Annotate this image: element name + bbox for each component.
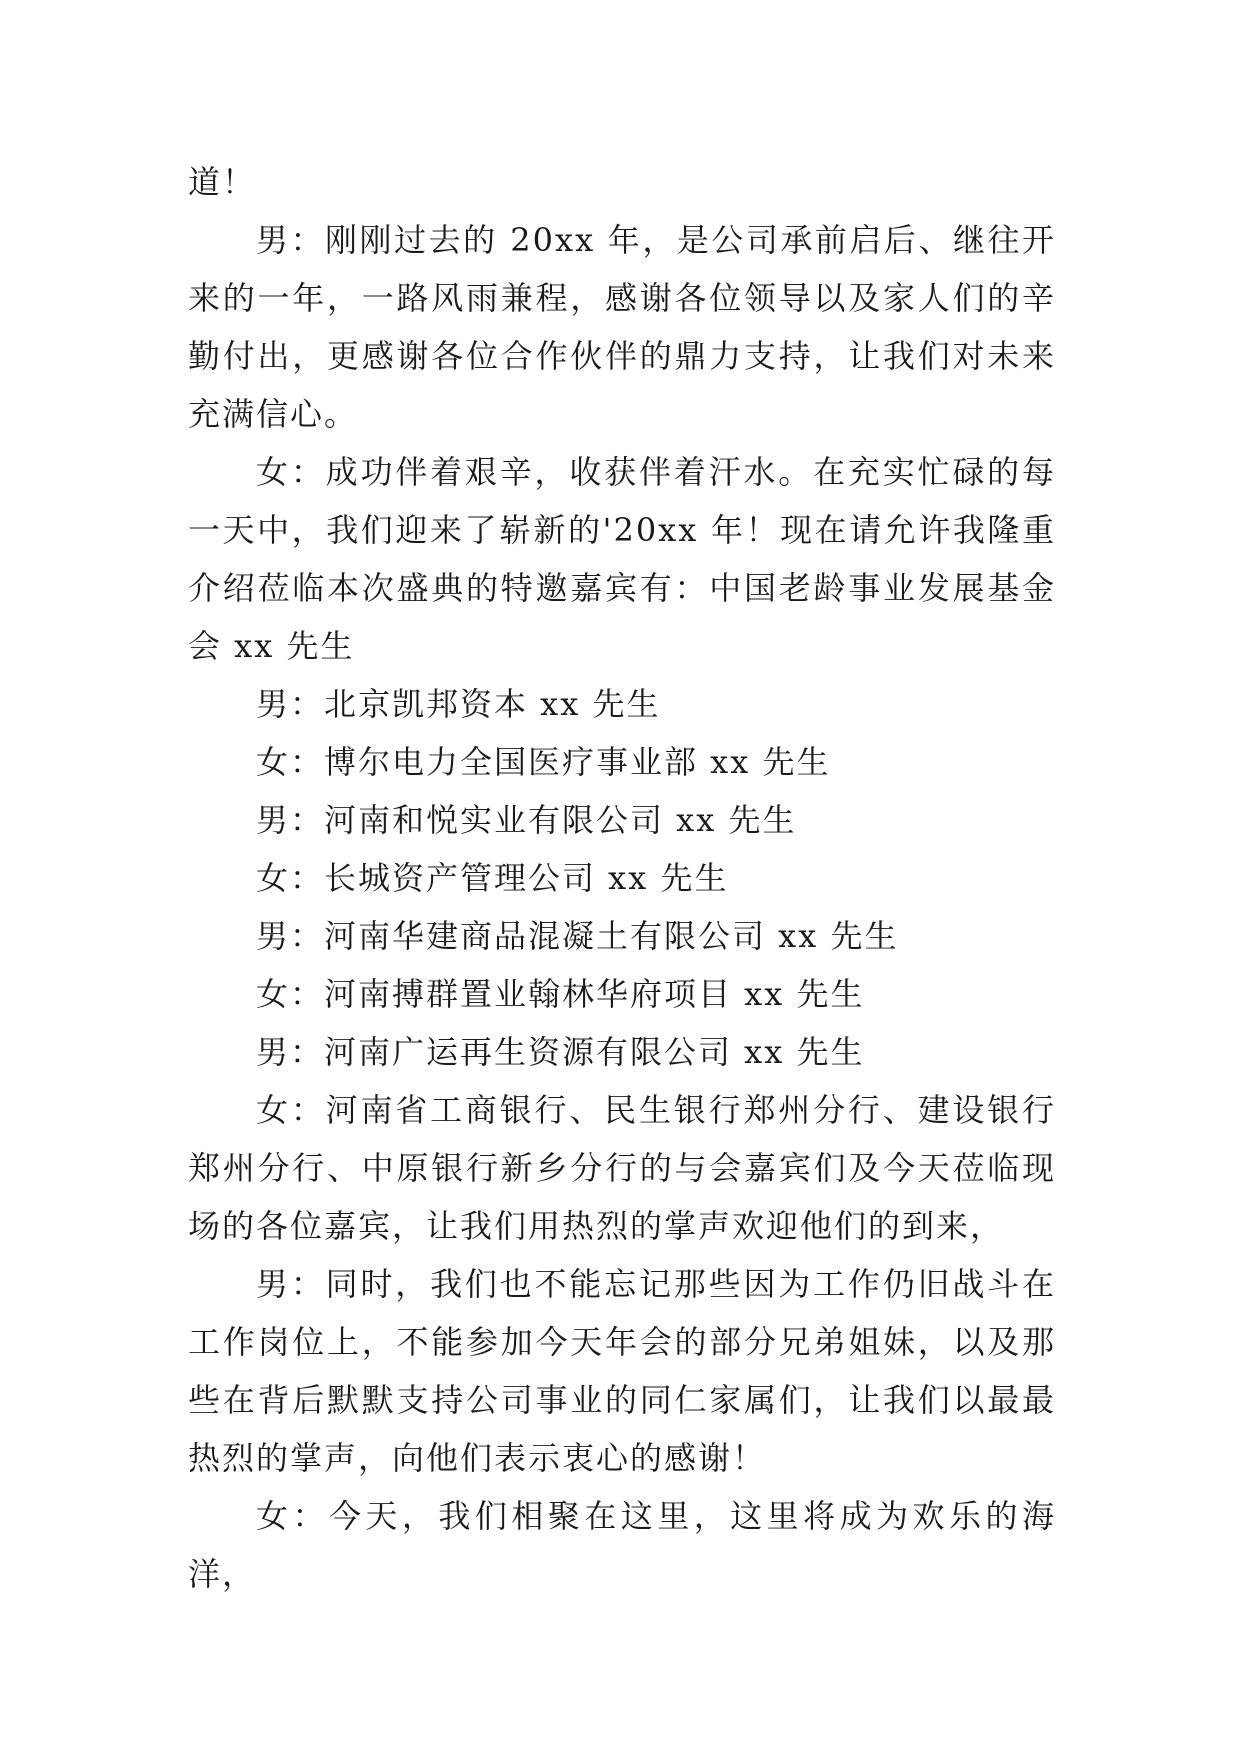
paragraph: 女：今天，我们相聚在这里，这里将成为欢乐的海洋， <box>188 1497 1056 1593</box>
paragraph: 道！ <box>188 163 257 201</box>
paragraph: 男：北京凯邦资本 xx 先生 <box>256 685 661 723</box>
paragraph: 男：河南华建商品混凝土有限公司 xx 先生 <box>256 917 899 955</box>
document-body <box>188 153 1056 1603</box>
paragraph: 女：河南搏群置业翰林华府项目 xx 先生 <box>256 975 865 1013</box>
paragraph: 男：河南和悦实业有限公司 xx 先生 <box>256 801 797 839</box>
paragraph: 女：长城资产管理公司 xx 先生 <box>256 859 729 897</box>
paragraph: 男：河南广运再生资源有限公司 xx 先生 <box>256 1033 865 1071</box>
paragraph: 女：河南省工商银行、民生银行郑州分行、建设银行郑州分行、中原银行新乡分行的与会嘉宾们及今天莅临现场的各位嘉宾，让我们用热烈的掌声欢迎他们的到来， <box>188 1091 1056 1245</box>
paragraph: 女：成功伴着艰辛，收获伴着汗水。在充实忙碌的每一天中，我们迎来了崭新的'20xx 年！现在请允许我隆重介绍莅临本次盛典的特邀嘉宾有：中国老龄事业发展基金会 xx 先生 <box>188 453 1056 665</box>
paragraph: 女：博尔电力全国医疗事业部 xx 先生 <box>256 743 831 781</box>
paragraph: 男：同时，我们也不能忘记那些因为工作仍旧战斗在工作岗位上，不能参加今天年会的部分兄弟姐妹，以及那些在背后默默支持公司事业的同仁家属们，让我们以最最热烈的掌声，向他们表示衷心的感谢！ <box>188 1265 1056 1477</box>
paragraph: 男：刚刚过去的 20xx 年，是公司承前启后、继往开来的一年，一路风雨兼程，感谢各位领导以及家人们的辛勤付出，更感谢各位合作伙伴的鼎力支持，让我们对未来充满信心。 <box>188 221 1056 433</box>
